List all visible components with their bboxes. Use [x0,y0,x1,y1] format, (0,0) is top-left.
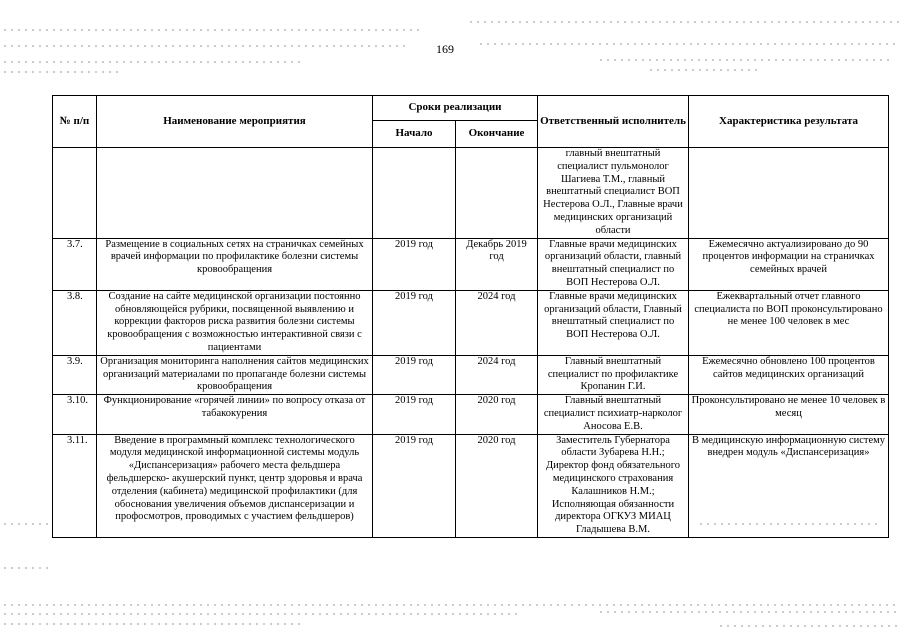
plan-table [52,95,889,538]
cell-name: Введение в программный комплекс технологического модуля медицинской информационной системы модуль «Диспансеризация» рабочего места фельдшера фельдшерско- акушерский пункт, центр здоровья и врача отделения (кабинета) медицинской профилактики (для обоснования увеличения объемов диспансеризации и профосмотров, проводимых с участием фельдшеров) [97,434,373,537]
cell-end [456,148,538,239]
header-num: № п/п [53,96,97,148]
table-row [53,238,889,290]
header-result: Характеристика результата [689,96,889,148]
cell-responsible: Главные врачи медицинских организаций области, главный внештатный специалист по ВОП Нестерова О.Л. [538,238,689,290]
cell-responsible: Заместитель Губернатора области Зубарева Н.Н.; Директор фонд обязательного медицинского страхования Калашников Н.М.; Исполняющая обязанности директора ОГКУЗ МИАЦ Гладышева В.М. [538,434,689,537]
cell-result: Проконсультировано не менее 10 человек в месяц [689,395,889,434]
cell-num [53,148,97,239]
cell-end: 2024 год [456,355,538,394]
cell-start: 2019 год [373,238,456,290]
cell-end: 2020 год [456,395,538,434]
cell-responsible: главный внештатный специалист пульмонолог Шагиева Т.М., главный внештатный специалист ВОП Нестерова О.Л., Главные врачи медицинских организаций области [538,148,689,239]
cell-name: Организация мониторинга наполнения сайтов медицинских организаций материалами по пропаганде болезни системы кровообращения [97,355,373,394]
cell-start: 2019 год [373,395,456,434]
cell-start: 2019 год [373,355,456,394]
table-row [53,355,889,394]
page-number: 169 [436,42,454,56]
cell-name: Функционирование «горячей линии» по вопросу отказа от табакокурения [97,395,373,434]
cell-name: Размещение в социальных сетях на страничках семейных врачей информации по профилактике болезни системы кровообращения [97,238,373,290]
header-name: Наименование мероприятия [97,96,373,148]
cell-result [689,148,889,239]
table-row [53,148,889,239]
cell-num: 3.9. [53,355,97,394]
header-period: Сроки реализации [373,96,538,121]
cell-start [373,148,456,239]
cell-start: 2019 год [373,434,456,537]
table-row [53,290,889,355]
cell-result: В медицинскую информационную систему внедрен модуль «Диспансеризация» [689,434,889,537]
cell-responsible: Главный внештатный специалист по профилактике Кропанин Г.И. [538,355,689,394]
cell-end: 2020 год [456,434,538,537]
table-body [53,148,889,538]
cell-result: Ежемесячно обновлено 100 процентов сайтов медицинских организаций [689,355,889,394]
cell-name [97,148,373,239]
cell-responsible: Главный внештатный специалист психиатр-нарколог Аносова Е.В. [538,395,689,434]
cell-end: Декабрь 2019 год [456,238,538,290]
cell-end: 2024 год [456,290,538,355]
cell-num: 3.11. [53,434,97,537]
header-start: Начало [373,121,456,148]
table-header [53,96,889,148]
cell-result: Ежемесячно актуализировано до 90 процентов информации на страничках семейных врачей [689,238,889,290]
table-row [53,434,889,537]
table-row [53,395,889,434]
cell-num: 3.10. [53,395,97,434]
header-responsible: Ответственный исполнитель [538,96,689,148]
cell-num: 3.7. [53,238,97,290]
cell-name: Создание на сайте медицинской организации постоянно обновляющейся рубрики, посвященной выявлению и коррекции факторов риска развития болезни системы кровообращения с возможностью интерактивной связи с пациентами [97,290,373,355]
cell-result: Ежеквартальный отчет главного специалиста по ВОП проконсультировано не менее 100 человек в мес [689,290,889,355]
cell-start: 2019 год [373,290,456,355]
cell-responsible: Главные врачи медицинских организаций области, Главный внештатный специалист по ВОП Нестерова О.Л. [538,290,689,355]
header-end: Окончание [456,121,538,148]
cell-num: 3.8. [53,290,97,355]
